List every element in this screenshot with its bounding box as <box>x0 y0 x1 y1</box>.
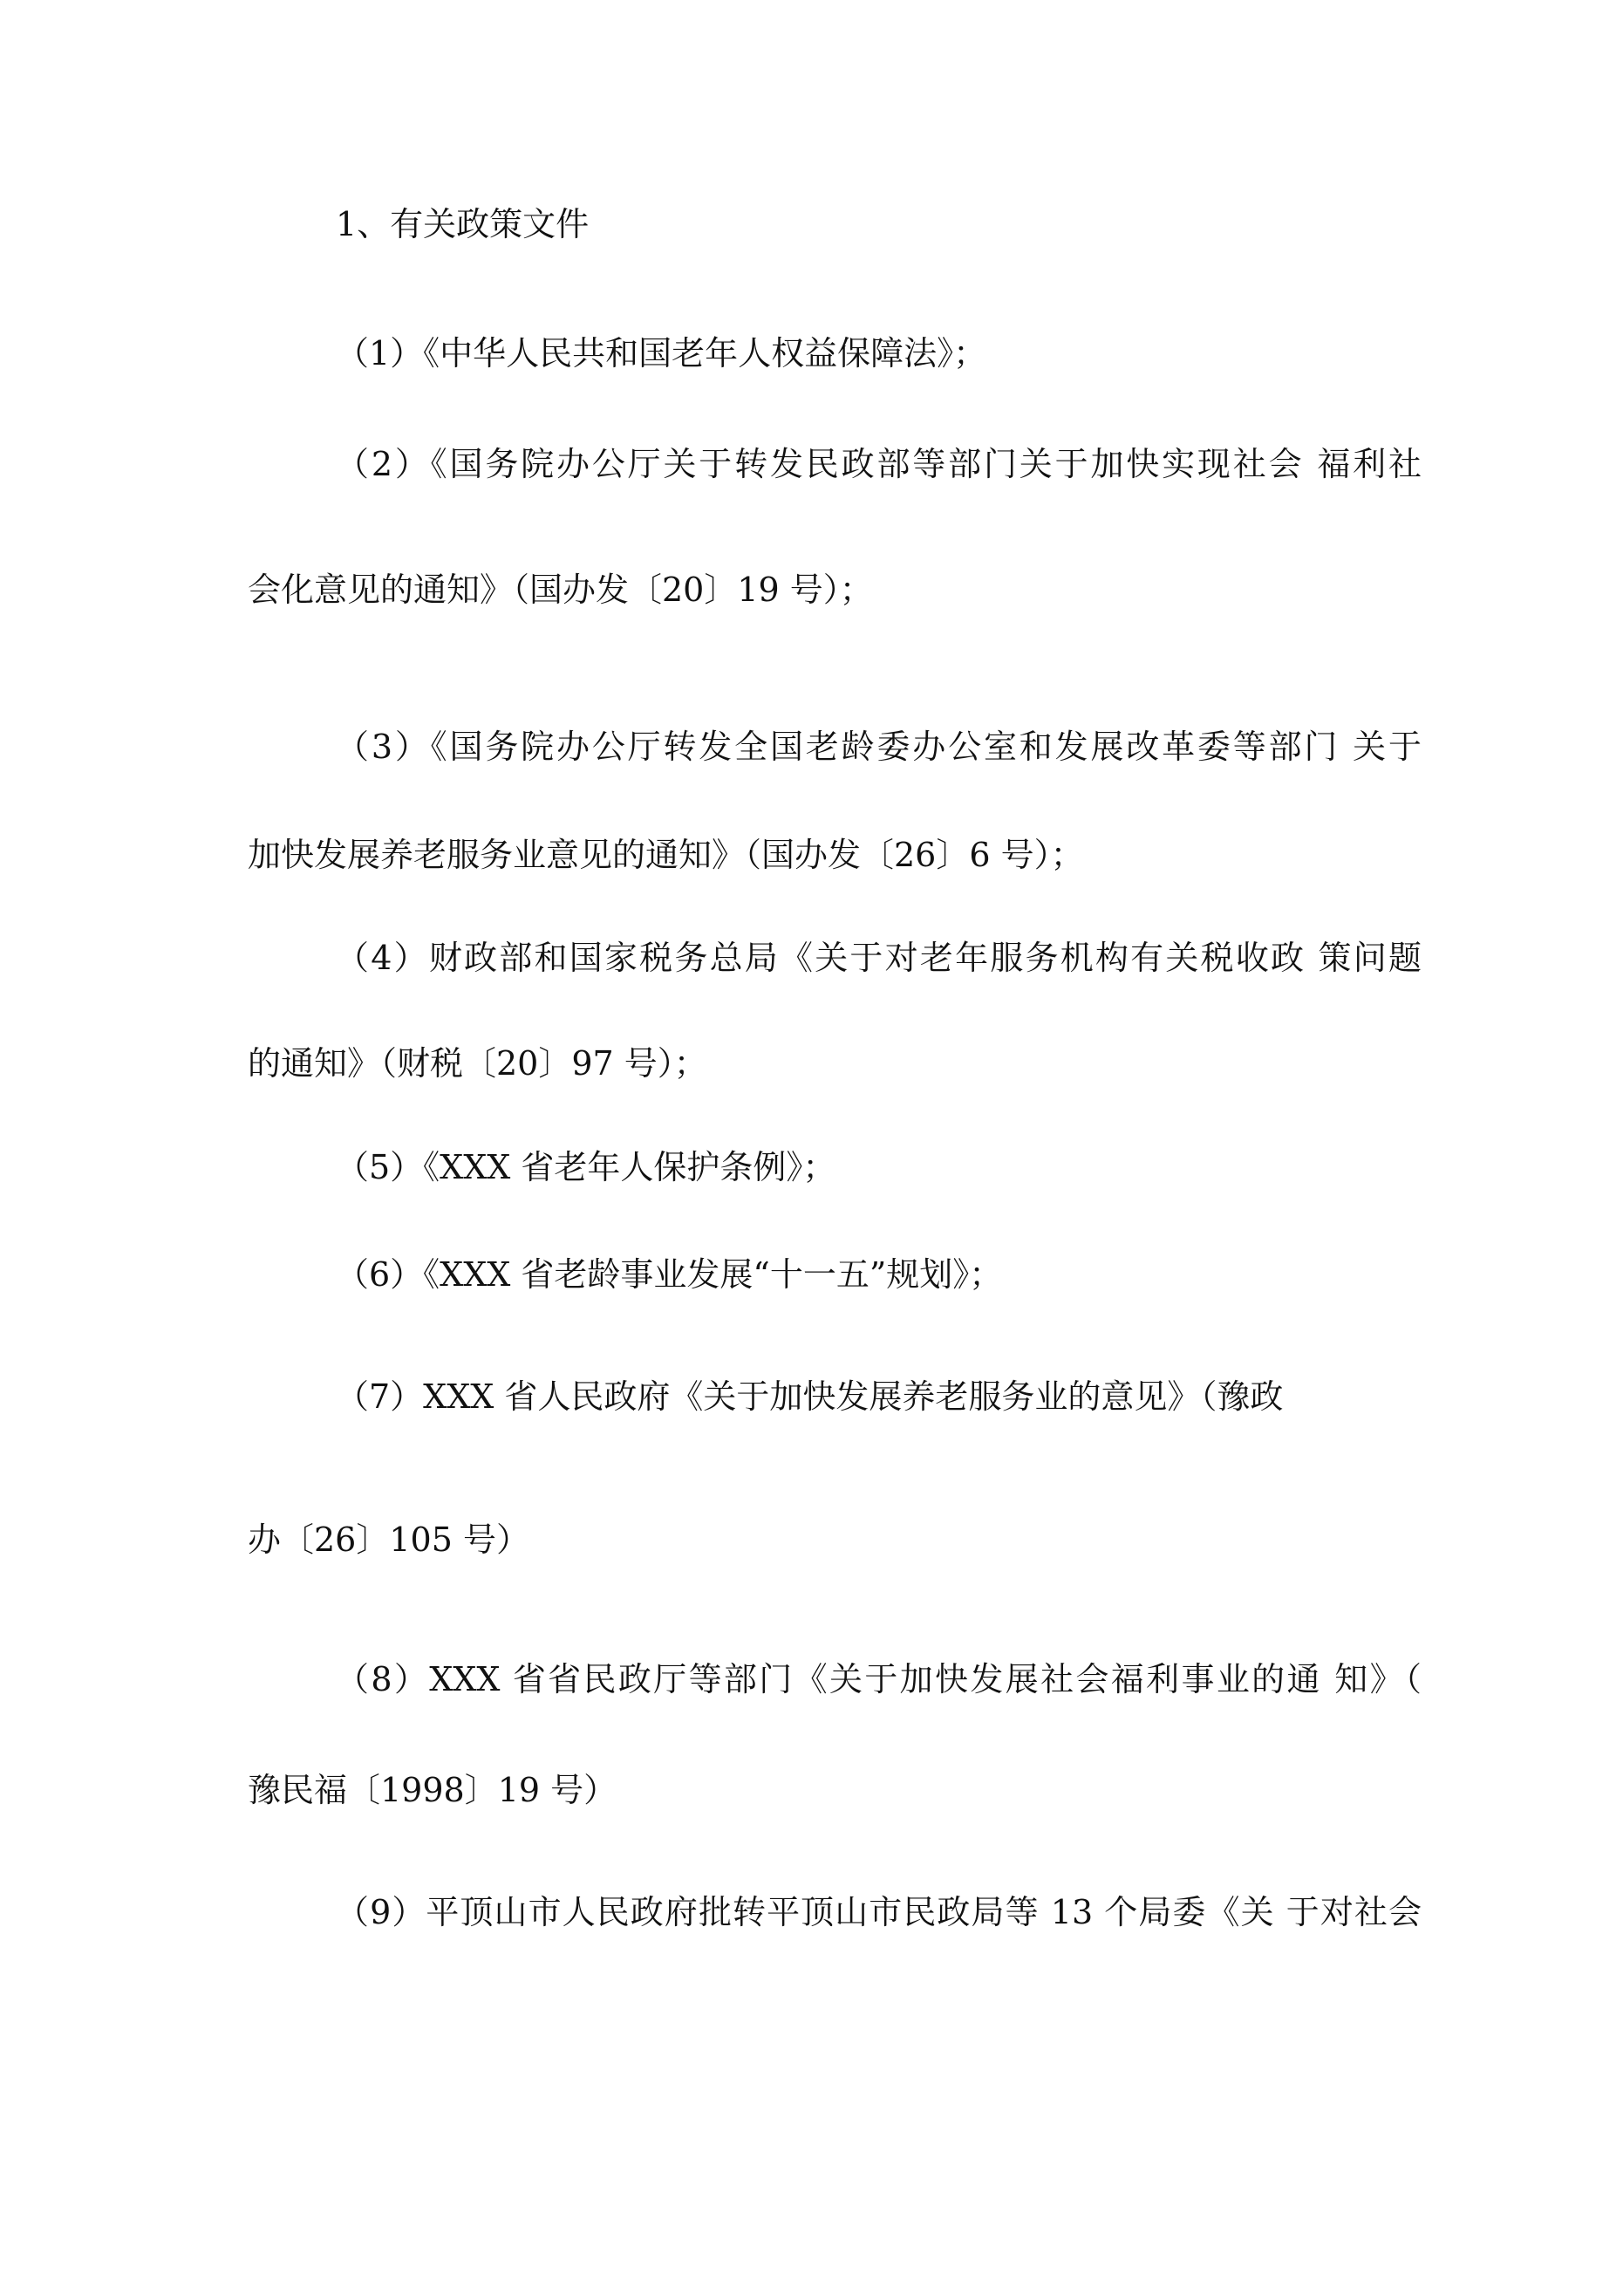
policy-item-9: （9）平顶山市人民政府批转平顶山市民政局等 13 个局委《关 于对社会 <box>336 1893 1422 1931</box>
policy-item-3-continued: 加快发展养老服务业意见的通知》（国办发〔26〕6 号）； <box>248 836 1084 874</box>
policy-item-5: （5）《XXX 省老年人保护条例》； <box>336 1148 836 1186</box>
policy-item-2-continued: 会化意见的通知》（国办发〔20〕19 号）； <box>248 571 873 609</box>
policy-item-2: （2）《国务院办公厅关于转发民政部等部门关于加快实现社会 福利社 <box>336 445 1422 483</box>
policy-item-7-continued: 办〔26〕105 号） <box>248 1520 529 1559</box>
policy-item-4-continued: 的通知》（财税〔20〕97 号）； <box>248 1044 707 1083</box>
policy-item-7: （7）XXX 省人民政府《关于加快发展养老服务业的意见》（豫政 <box>336 1377 1284 1416</box>
policy-item-6: （6）《XXX 省老龄事业发展“十一五”规划》； <box>336 1255 1003 1294</box>
policy-item-4: （4）财政部和国家税务总局《关于对老年服务机构有关税收政 策问题 <box>336 939 1422 977</box>
policy-item-8: （8）XXX 省省民政厅等部门《关于加快发展社会福利事业的通 知》（ <box>336 1660 1422 1698</box>
policy-item-8-continued: 豫民福〔1998〕19 号） <box>248 1771 617 1809</box>
section-heading: 1、有关政策文件 <box>336 205 590 243</box>
policy-item-1: （1）《中华人民共和国老年人权益保障法》； <box>336 334 987 372</box>
policy-item-3: （3）《国务院办公厅转发全国老龄委办公室和发展改革委等部门 关于 <box>336 728 1422 766</box>
